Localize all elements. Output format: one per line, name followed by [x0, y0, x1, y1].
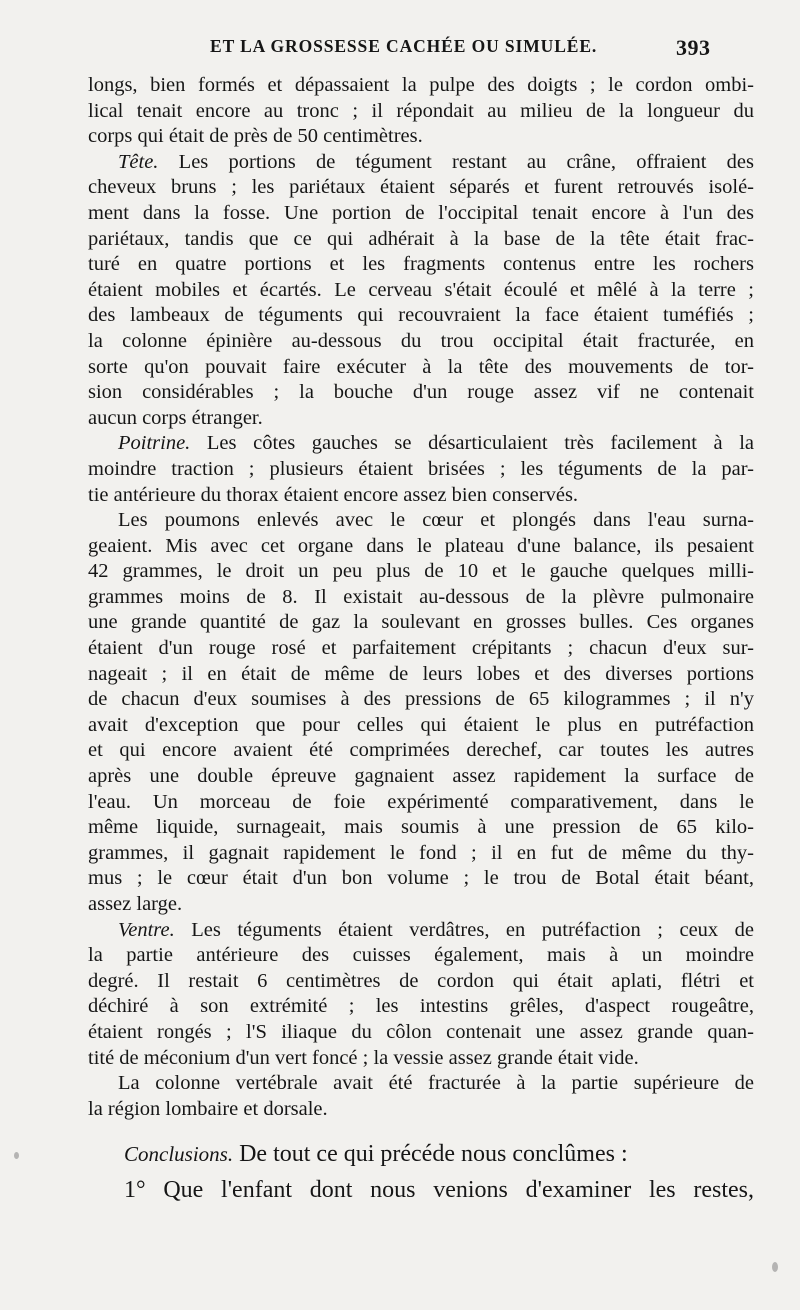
text-line: grammes moins de 8. Il existait au-dessous de la plèvre pulmonaire — [88, 585, 754, 608]
section-label-poitrine: Poitrine. — [118, 432, 191, 455]
text-line: la région lombaire et dorsale. — [88, 1097, 328, 1120]
text-line: aucun corps étranger. — [88, 406, 263, 429]
text-line: déchiré à son extrémité ; les intestins grêles, d'aspect rougeâtre, — [88, 995, 754, 1018]
text-line-content: Les côtes gauches se désarticulaient très facilement à la — [206, 432, 754, 455]
text-line: étaient rongés ; l'S iliaque du côlon contenait une assez grande quan- — [88, 1020, 754, 1043]
conclusions-block — [88, 1136, 754, 1208]
page-number: 393 — [676, 35, 711, 60]
conclusions-label: Conclusions. — [124, 1142, 234, 1166]
text-line: pariétaux, tandis que ce qui adhérait à la base de la tête était frac- — [88, 227, 754, 250]
text-line: une grande quantité de gaz la soulevant en grosses bulles. Ces organes — [88, 611, 754, 634]
text-line-content: Les portions de tégument restant au crâne, offraient des — [178, 150, 755, 173]
body-text — [88, 73, 754, 1122]
text-line: et qui encore avaient été comprimées derechef, car toutes les autres — [88, 739, 754, 762]
conclusions-line — [88, 1136, 754, 1172]
text-line: même liquide, surnageait, mais soumis à une pression de 65 kilo- — [88, 816, 754, 839]
text-line: La colonne vertébrale avait été fracturée à la partie supérieure de — [118, 1072, 754, 1095]
conclusions-text: De tout ce qui précéde nous conclûmes : — [239, 1141, 628, 1167]
text-line: sorte qu'on pouvait faire exécuter à la tête des mouvements de tor- — [88, 355, 754, 378]
text-line: turé en quatre portions et les fragments contenus entre les rochers — [88, 253, 754, 276]
text-line: cheveux bruns ; les pariétaux étaient séparés et furent retrouvés isolé- — [88, 176, 754, 199]
text-line — [88, 431, 754, 457]
text-line: tie antérieure du thorax étaient encore assez bien conservés. — [88, 483, 579, 506]
running-title: ET LA GROSSESSE CACHÉE OU SIMULÉE. — [210, 36, 598, 56]
section-label-tete: Tête. — [118, 150, 159, 173]
text-line: Les poumons enlevés avec le cœur et plongés dans l'eau surna- — [118, 509, 754, 532]
text-line — [88, 150, 754, 176]
text-line: tité de méconium d'un vert foncé ; la vessie assez grande était vide. — [88, 1046, 639, 1069]
text-line: des lambeaux de téguments qui recouvraient la face étaient tuméfiés ; — [88, 304, 754, 327]
text-line: après une double épreuve gagnaient assez rapidement la surface de — [88, 765, 754, 788]
text-line: moindre traction ; plusieurs étaient brisées ; les téguments de la par- — [88, 457, 754, 480]
text-line: ment dans la fosse. Une portion de l'occipital tenait encore à l'un des — [88, 201, 754, 224]
text-line: nageait ; il en était de même de leurs lobes et des diverses portions — [88, 662, 754, 685]
text-line: grammes, il gagnait rapidement le fond ; il en fut de même du thy- — [88, 841, 754, 864]
text-line: la partie antérieure des cuisses également, mais à un moindre — [88, 944, 754, 967]
section-label-ventre: Ventre. — [118, 918, 175, 941]
text-line: l'eau. Un morceau de foie expérimenté comparativement, dans le — [88, 790, 754, 813]
text-line: degré. Il restait 6 centimètres de cordon qui était aplati, flétri et — [88, 969, 754, 992]
text-line-content: Les téguments étaient verdâtres, en putréfaction ; ceux de — [191, 918, 755, 941]
text-line: longs, bien formés et dépassaient la pulpe des doigts ; le cordon ombi- — [88, 74, 754, 96]
text-line — [88, 918, 754, 944]
text-line: assez large. — [88, 893, 183, 915]
conclusions-line: 1° Que l'enfant dont nous venions d'examiner les restes, — [124, 1177, 754, 1203]
text-line: corps qui était de près de 50 centimètres. — [88, 125, 423, 148]
text-line: étaient mobiles et écartés. Le cerveau s'était écoulé et mêlé à la terre ; — [88, 278, 754, 301]
text-line: mus ; le cœur était d'un bon volume ; le trou de Botal était béant, — [88, 867, 754, 890]
paper-speck — [772, 1262, 778, 1272]
text-line: la colonne épinière au-dessous du trou occipital était fracturée, en — [88, 329, 754, 352]
paper-speck — [14, 1152, 19, 1159]
text-line: lical tenait encore au tronc ; il répondait au milieu de la longueur du — [88, 99, 754, 122]
text-line: étaient d'un rouge rosé et parfaitement crépitants ; chacun d'eux sur- — [88, 637, 754, 660]
text-line: 42 grammes, le droit un peu plus de 10 et le gauche quelques milli- — [88, 560, 754, 583]
text-line: sion considérables ; la bouche d'un rouge assez vif ne contenait — [88, 381, 754, 404]
text-line: avait d'exception que pour celles qui étaient le plus en putréfaction — [88, 713, 754, 736]
text-line: geaient. Mis avec cet organe dans le plateau d'une balance, ils pesaient — [88, 534, 754, 557]
text-line: de chacun d'eux soumises à des pressions de 65 kilogrammes ; il n'y — [88, 688, 754, 711]
